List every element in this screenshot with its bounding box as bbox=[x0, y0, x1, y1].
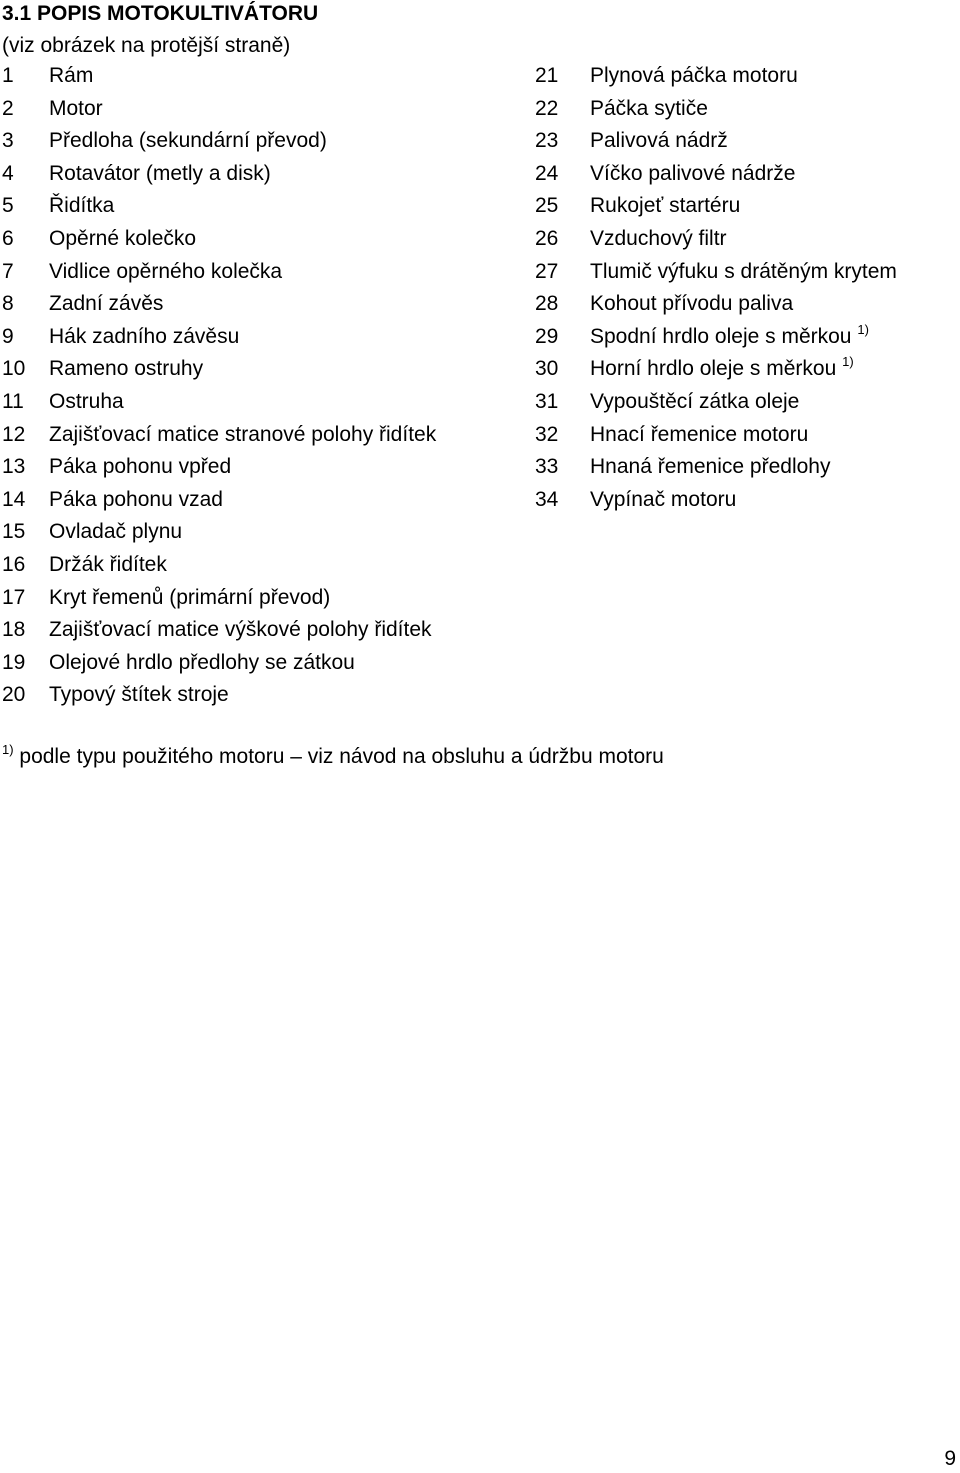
item-number: 25 bbox=[535, 194, 559, 218]
item-label: Hák zadního závěsu bbox=[49, 324, 240, 348]
list-item bbox=[2, 260, 436, 293]
item-number: 22 bbox=[535, 96, 559, 120]
item-number: 33 bbox=[535, 455, 559, 479]
page-number: 9 bbox=[944, 1447, 956, 1470]
footnote-marker: 1) bbox=[842, 354, 854, 370]
item-label: Palivová nádrž bbox=[590, 129, 728, 153]
list-item bbox=[535, 129, 897, 162]
item-number: 23 bbox=[535, 129, 559, 153]
item-label: Rotavátor (metly a disk) bbox=[49, 161, 271, 185]
list-item bbox=[2, 129, 436, 162]
item-label: Zadní závěs bbox=[49, 292, 164, 316]
item-label: Řidítka bbox=[49, 194, 115, 218]
list-item bbox=[2, 227, 436, 260]
list-item bbox=[535, 162, 897, 195]
list-item bbox=[2, 292, 436, 325]
list-item bbox=[2, 97, 436, 130]
item-number: 7 bbox=[2, 259, 14, 283]
list-item bbox=[535, 321, 897, 358]
item-number: 8 bbox=[2, 292, 14, 316]
item-label: Horní hrdlo oleje s měrkou bbox=[590, 357, 837, 381]
item-label: Rám bbox=[49, 64, 94, 87]
list-item bbox=[2, 520, 436, 553]
list-item bbox=[2, 618, 436, 651]
item-label: Víčko palivové nádrže bbox=[590, 161, 796, 185]
item-number: 18 bbox=[2, 618, 26, 642]
item-label: Kohout přívodu paliva bbox=[590, 292, 794, 316]
item-number: 13 bbox=[2, 455, 26, 479]
item-number: 20 bbox=[2, 683, 26, 707]
list-item bbox=[2, 64, 436, 97]
list-item bbox=[2, 162, 436, 195]
list-item bbox=[535, 194, 897, 227]
item-number: 30 bbox=[535, 357, 559, 381]
item-number: 21 bbox=[535, 64, 559, 87]
item-number: 6 bbox=[2, 226, 14, 250]
list-item bbox=[2, 651, 436, 684]
item-label: Předloha (sekundární převod) bbox=[49, 129, 327, 153]
section-subtitle: (viz obrázek na protější straně) bbox=[2, 34, 291, 57]
list-item bbox=[535, 260, 897, 293]
item-label: Opěrné kolečko bbox=[49, 226, 197, 250]
section-title: 3.1 POPIS MOTOKULTIVÁTORU bbox=[2, 2, 319, 25]
item-label: Páčka sytiče bbox=[590, 96, 708, 120]
parts-list-left bbox=[2, 64, 436, 716]
footnote-marker: 1) bbox=[857, 321, 869, 337]
list-item bbox=[535, 227, 897, 260]
item-number: 26 bbox=[535, 226, 559, 250]
item-label: Vypouštěcí zátka oleje bbox=[590, 389, 800, 413]
list-item bbox=[535, 292, 897, 325]
list-item bbox=[2, 357, 436, 390]
item-label: Typový štítek stroje bbox=[49, 683, 229, 707]
list-item bbox=[2, 325, 436, 358]
item-label: Hnací řemenice motoru bbox=[590, 422, 809, 446]
footnote-text: podle typu použitého motoru – viz návod na obsluhu a údržbu motoru bbox=[13, 745, 664, 768]
item-number: 12 bbox=[2, 422, 26, 446]
list-item bbox=[2, 390, 436, 423]
item-number: 5 bbox=[2, 194, 14, 218]
item-number: 14 bbox=[2, 487, 26, 511]
list-item bbox=[535, 390, 897, 423]
item-label: Páka pohonu vzad bbox=[49, 487, 223, 511]
item-label: Spodní hrdlo oleje s měrkou bbox=[590, 324, 852, 348]
item-number: 34 bbox=[535, 487, 559, 511]
item-label: Ovladač plynu bbox=[49, 520, 183, 544]
list-item bbox=[535, 354, 897, 390]
list-item bbox=[2, 683, 436, 716]
item-number: 11 bbox=[2, 389, 24, 413]
item-number: 9 bbox=[2, 324, 14, 348]
list-item bbox=[535, 64, 897, 97]
item-number: 10 bbox=[2, 357, 26, 381]
item-number: 31 bbox=[535, 389, 559, 413]
list-item bbox=[2, 455, 436, 488]
item-number: 16 bbox=[2, 552, 26, 576]
footnote bbox=[2, 742, 664, 769]
parts-list-right bbox=[535, 64, 897, 520]
list-item bbox=[535, 455, 897, 488]
item-label: Ostruha bbox=[49, 389, 124, 413]
list-item bbox=[2, 586, 436, 619]
list-item bbox=[2, 488, 436, 521]
list-item bbox=[2, 194, 436, 227]
item-label: Tlumič výfuku s drátěným krytem bbox=[590, 259, 897, 283]
item-label: Motor bbox=[49, 96, 103, 120]
item-label: Vzduchový filtr bbox=[590, 226, 727, 250]
item-label: Páka pohonu vpřed bbox=[49, 455, 232, 479]
item-label: Zajišťovací matice stranové polohy řidítek bbox=[49, 422, 437, 446]
item-label: Hnaná řemenice předlohy bbox=[590, 455, 831, 479]
list-item bbox=[2, 553, 436, 586]
item-number: 19 bbox=[2, 650, 26, 674]
item-number: 24 bbox=[535, 161, 559, 185]
item-number: 3 bbox=[2, 129, 14, 153]
item-number: 28 bbox=[535, 292, 559, 316]
item-label: Rukojeť startéru bbox=[590, 194, 741, 218]
item-label: Vypínač motoru bbox=[590, 487, 737, 511]
list-item bbox=[535, 423, 897, 456]
item-label: Olejové hrdlo předlohy se zátkou bbox=[49, 650, 355, 674]
item-number: 1 bbox=[2, 64, 14, 87]
item-label: Kryt řemenů (primární převod) bbox=[49, 585, 331, 609]
item-number: 27 bbox=[535, 259, 559, 283]
footnote-marker: 1) bbox=[2, 742, 14, 757]
item-label: Rameno ostruhy bbox=[49, 357, 204, 381]
item-number: 15 bbox=[2, 520, 26, 544]
list-item bbox=[535, 97, 897, 130]
list-item bbox=[2, 423, 436, 456]
item-number: 4 bbox=[2, 161, 14, 185]
item-number: 32 bbox=[535, 422, 559, 446]
item-label: Vidlice opěrného kolečka bbox=[49, 259, 283, 283]
item-label: Zajišťovací matice výškové polohy řidítek bbox=[49, 618, 432, 642]
list-item bbox=[535, 488, 897, 521]
item-number: 2 bbox=[2, 96, 14, 120]
item-number: 29 bbox=[535, 324, 559, 348]
item-number: 17 bbox=[2, 585, 26, 609]
item-label: Plynová páčka motoru bbox=[590, 64, 798, 87]
item-label: Držák řidítek bbox=[49, 552, 167, 576]
